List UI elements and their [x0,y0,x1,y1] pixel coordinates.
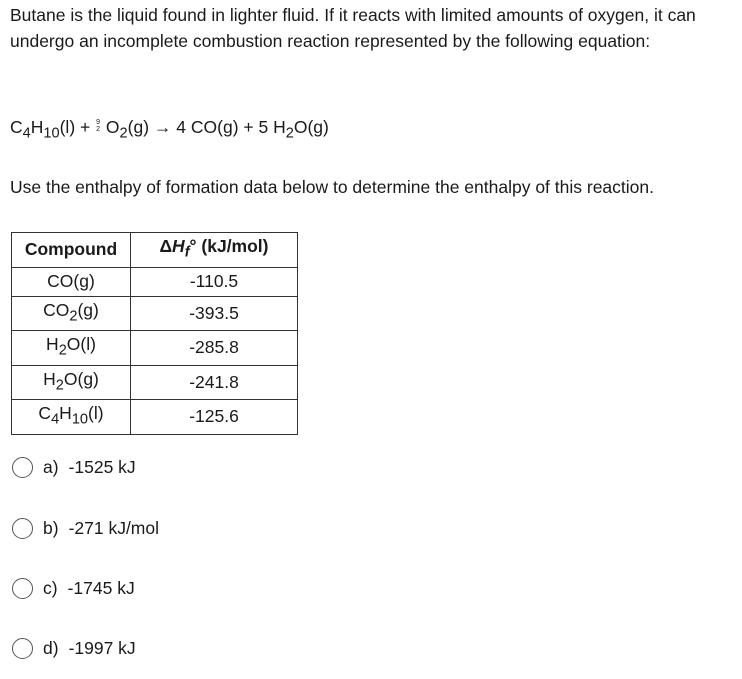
enthalpy-cell: -241.8 [131,365,298,400]
header-f: f [184,244,190,261]
eq-product-co: 4 CO(g) [176,117,239,137]
eq-oxygen: O [105,117,120,137]
compound-formula-rest: (l) [88,403,104,423]
option-a[interactable] [12,457,136,478]
header-compound: Compound [12,233,131,268]
compound-cell [12,296,131,331]
header-enthalpy [131,233,298,268]
eq-sub: 4 [22,125,31,142]
option-text: -1525 kJ [68,457,136,477]
eq-reactant-h: H [30,117,44,137]
table-row [12,365,298,400]
radio-button[interactable] [12,578,33,599]
compound-cell [12,365,131,400]
question-text: Butane is the liquid found in lighter fluid. If it reacts with limited amounts of oxygen, it can undergo an incomplete combustion reaction represented by the following equation: [10,5,696,51]
compound-formula-rest: (g) [77,299,99,320]
option-letter: a) [43,457,59,477]
compound-cell [12,400,131,435]
eq-plus: + [243,117,254,137]
compound-formula-rest: H [59,403,72,423]
formula-sub: 2 [69,308,78,324]
header-delta: Δ [159,236,173,256]
enthalpy-table [11,232,298,435]
eq-arrow: → [153,117,172,137]
enthalpy-cell: -110.5 [131,267,298,296]
formula-sub: 2 [58,342,67,359]
formula-sub: 10 [71,411,89,428]
option-text: -1745 kJ [67,578,135,598]
compound-formula: CO [43,299,70,320]
frac-numerator: 9 [96,119,101,127]
option-c[interactable] [12,578,135,599]
option-letter: c) [43,578,58,598]
enthalpy-cell: -393.5 [131,296,298,331]
eq-product-water-rest: O(g) [293,117,329,137]
option-letter: d) [43,638,59,658]
formula-sub: 4 [51,411,60,428]
eq-product-water: 5 H [258,117,286,137]
eq-sub: 2 [119,125,128,142]
compound-formula: C [38,403,52,423]
instruction-text: Use the enthalpy of formation data below to determine the enthalpy of this reaction. [10,177,654,197]
option-text: -271 kJ/mol [68,518,160,538]
table-row [12,267,298,296]
table-row [12,400,298,435]
compound-formula-rest: O(g) [63,368,99,389]
table-row [12,331,298,366]
table-row [12,296,298,331]
compound-formula: H [46,334,59,354]
eq-state: (l) [59,117,76,137]
compound-formula: H [43,368,56,389]
option-letter: b) [43,518,59,538]
header-h: H [172,236,185,256]
eq-plus: + [80,117,91,137]
compound-cell [12,267,131,296]
eq-sub: 10 [43,125,60,142]
enthalpy-cell: -125.6 [131,400,298,435]
eq-sub: 2 [285,125,294,142]
radio-button[interactable] [12,638,33,659]
eq-fraction [96,119,100,133]
compound-cell [12,331,131,366]
radio-button[interactable] [12,457,33,478]
formula-sub: 2 [55,377,64,393]
header-unit: ° (kJ/mol) [189,236,269,256]
option-text: -1997 kJ [68,638,136,658]
compound-formula-rest: O(l) [66,334,96,354]
eq-state: (g) [127,117,150,137]
enthalpy-cell: -285.8 [131,331,298,366]
option-d[interactable] [12,638,136,659]
radio-button[interactable] [12,518,33,539]
reaction-equation [10,117,329,142]
frac-denominator: 2 [96,126,101,134]
compound-formula: CO(g) [47,271,95,291]
option-b[interactable] [12,518,159,539]
eq-reactant-c: C [10,117,23,137]
table-header-row [12,233,298,268]
